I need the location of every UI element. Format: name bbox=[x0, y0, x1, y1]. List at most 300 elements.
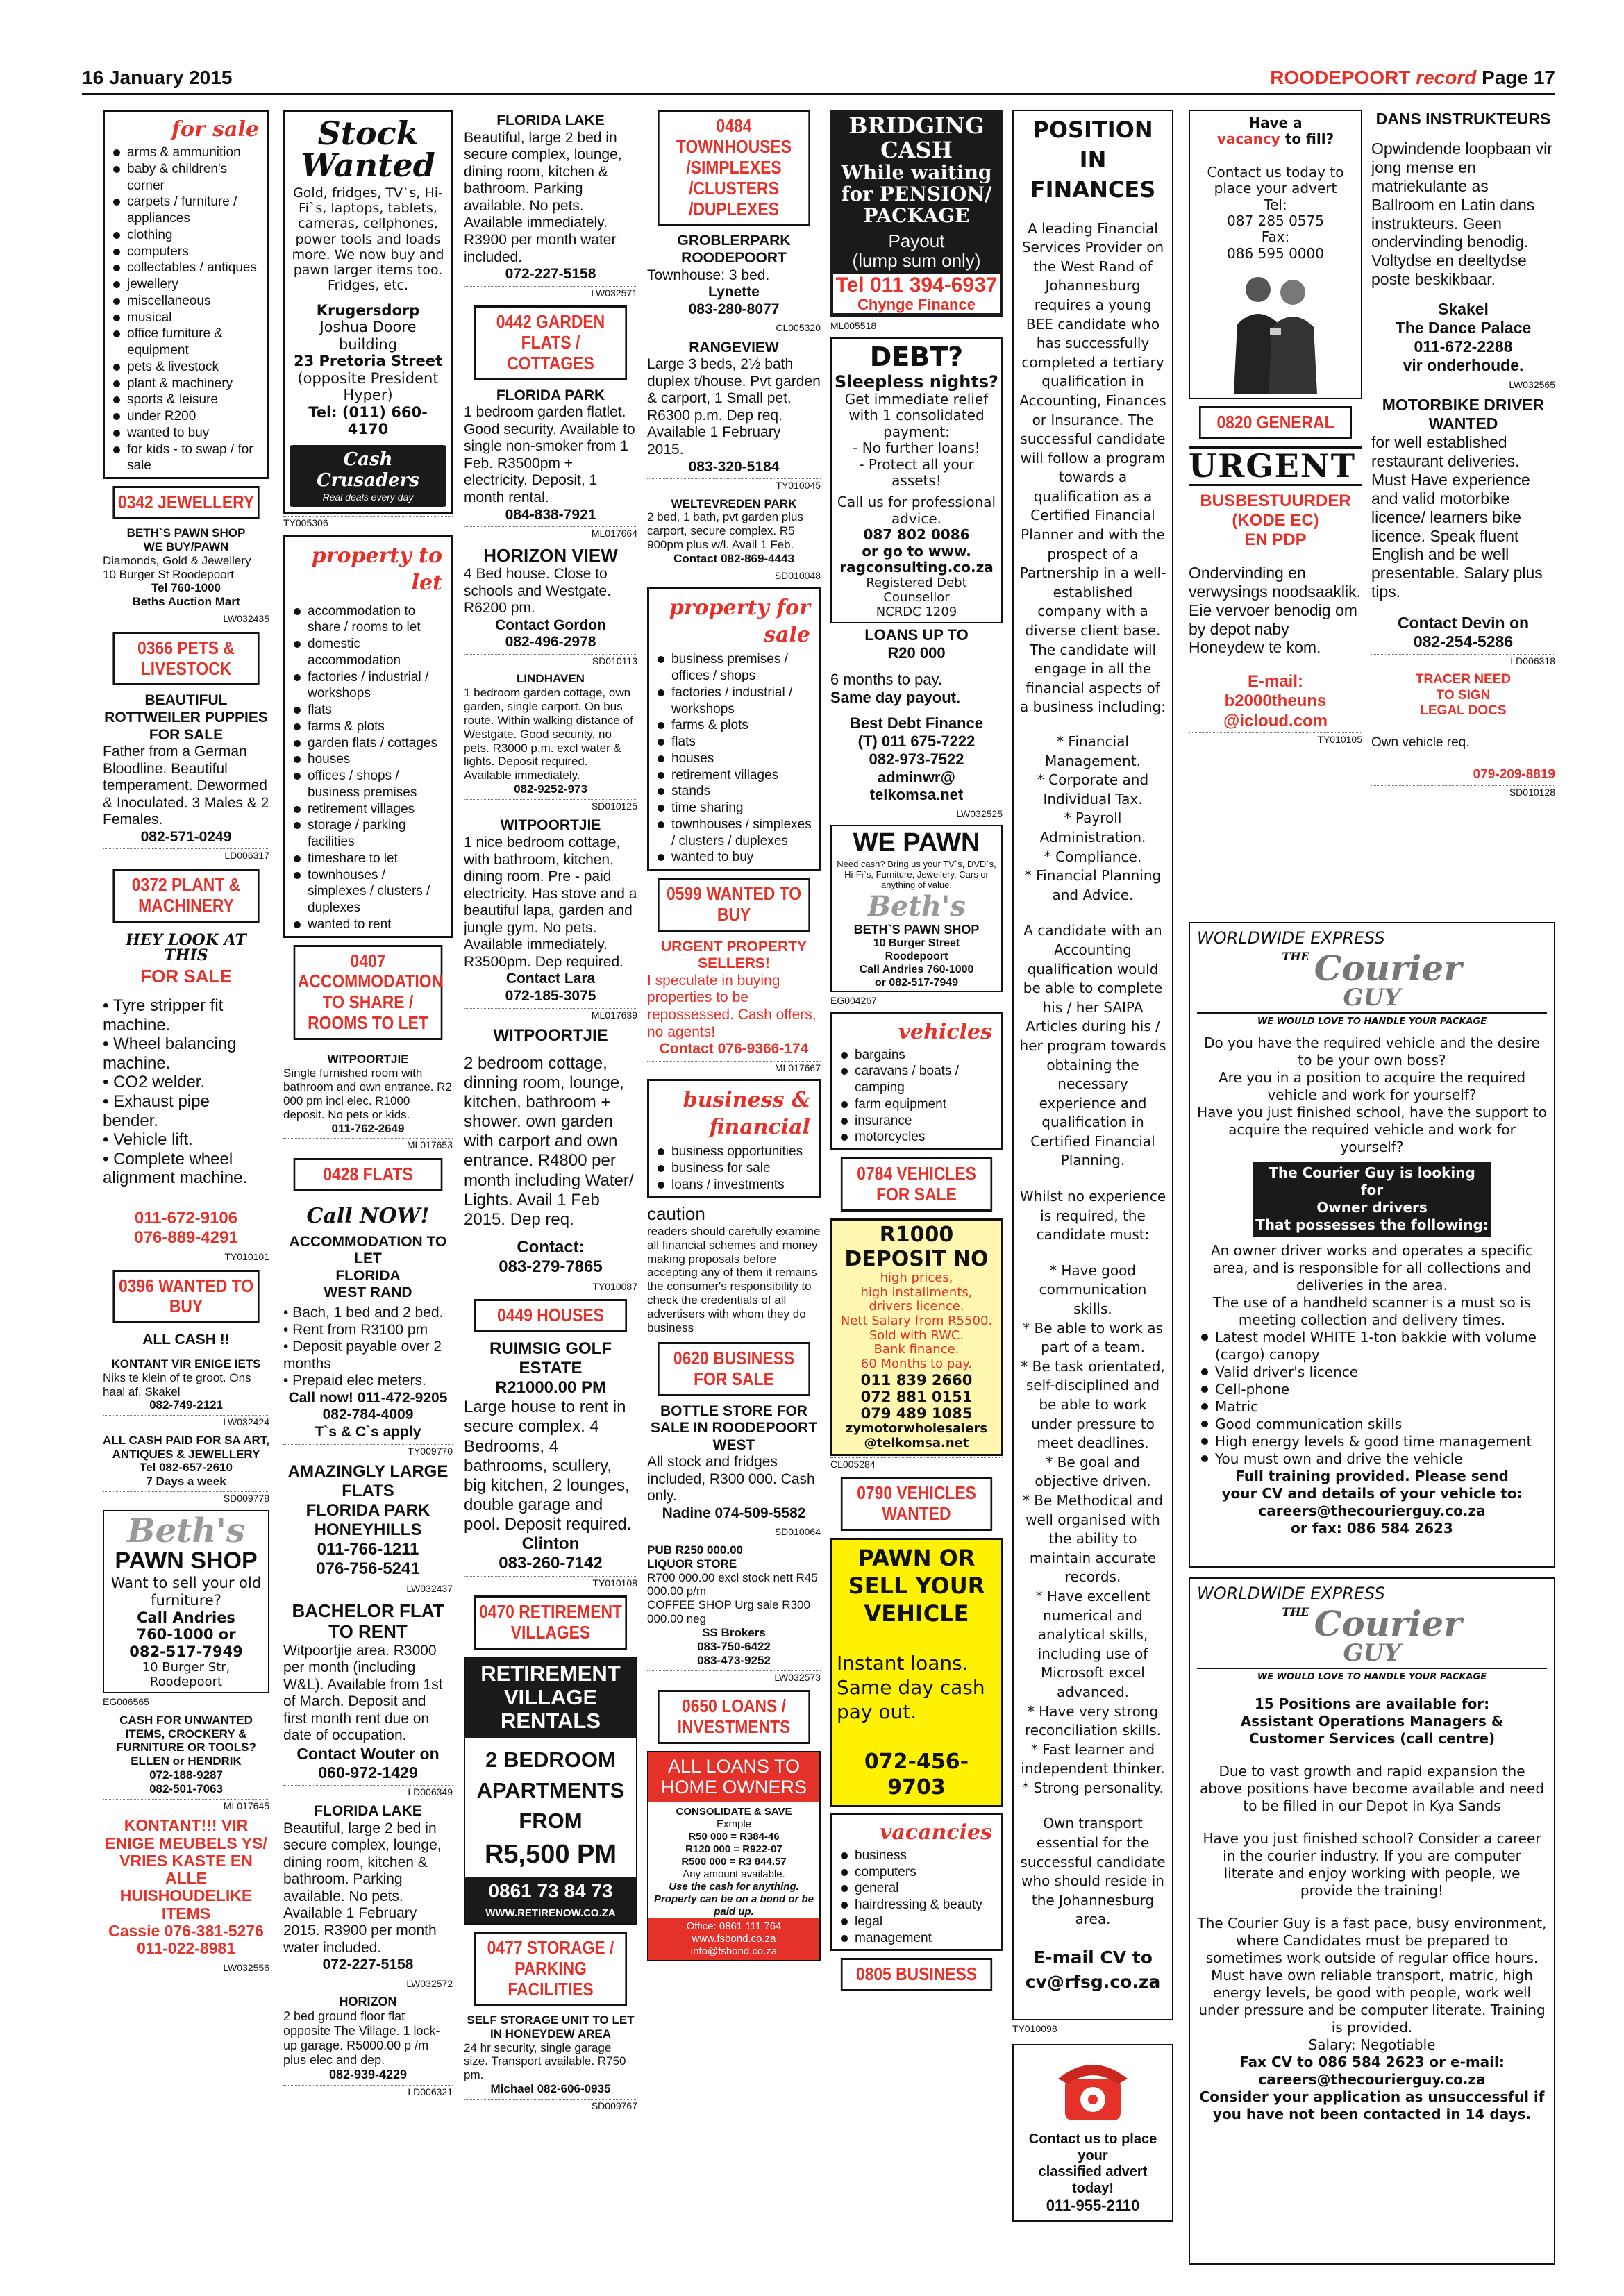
ad-line: • Vehicle lift. bbox=[103, 1130, 193, 1150]
vehicles-list bbox=[837, 1047, 996, 1146]
ad-phone: 083-473-9252 bbox=[697, 1653, 771, 1667]
ad-subtitle: While waiting for PENSION/ PACKAGE bbox=[841, 161, 992, 227]
ad-line: * Compliance. bbox=[1044, 848, 1142, 865]
ad-phone: 072-227-5158 bbox=[322, 1956, 414, 1973]
list-item: motorcycles bbox=[837, 1129, 996, 1146]
ad-witpoortjie-room bbox=[283, 1053, 453, 1135]
ad-title: KONTANT VIR ENIGE IETS bbox=[111, 1357, 261, 1371]
ad-text: Salary: Negotiable bbox=[1308, 2036, 1436, 2054]
category-garden-flats: 0442 GARDEN FLATS / COTTAGES bbox=[474, 305, 627, 380]
ad-title: BACHELOR FLAT TO RENT bbox=[292, 1600, 444, 1643]
ad-ref: TY010045 bbox=[647, 478, 821, 491]
ad-title: WITPOORTJIE bbox=[493, 1025, 608, 1045]
urgent-logo: URGENT bbox=[1189, 446, 1362, 486]
courier-requirements bbox=[1197, 1329, 1547, 1468]
category-vehicles-wanted: 0790 VEHICLES WANTED bbox=[841, 1477, 992, 1531]
ad-kontant bbox=[103, 1357, 269, 1413]
ad-line: • Bach, 1 bed and 2 bed. bbox=[283, 1305, 444, 1321]
ad-title: BOTTLE STORE FOR SALE IN ROODEPOORT WEST bbox=[650, 1402, 818, 1453]
vehicles-title: vehicles bbox=[898, 1019, 992, 1044]
ad-horizon-view bbox=[464, 545, 637, 651]
ad-text: Large house to rent in secure complex. 4 Bedrooms, 4 bathrooms, scullery, big kitchen, 2 lounges, double garage and pool. Deposit required. bbox=[464, 1398, 632, 1534]
ad-title: TRACER NEED bbox=[1415, 672, 1512, 687]
ad-text: Single furnished room with bathroom and own entrance. R2 000 pm incl elec. R1000 deposit. No pets or kids. bbox=[283, 1066, 452, 1121]
ad-text: Have you just finished school, have the support to acquire the required vehicle and work for yourself? bbox=[1197, 1104, 1547, 1156]
ad-line: * Payroll Administration. bbox=[1039, 810, 1146, 846]
ad-text: Own vehicle req. bbox=[1371, 735, 1470, 750]
ad-position-in-finances bbox=[1012, 110, 1173, 2020]
list-item: arms & ammunition bbox=[109, 144, 263, 161]
ad-area: FLORIDA PARK bbox=[305, 1501, 430, 1520]
ad-email: @telkomsa.net bbox=[864, 1435, 969, 1450]
ad-phone: Call now! 011-472-9205 bbox=[288, 1389, 448, 1406]
banner-line: That possesses the following: bbox=[1255, 1216, 1489, 1234]
column-3 bbox=[464, 110, 637, 2276]
ad-phone: 083-260-7142 bbox=[499, 1554, 603, 1573]
business-financial-list bbox=[653, 1143, 814, 1193]
ad-ref: SD010128 bbox=[1371, 785, 1555, 798]
ad-text: Due to vast growth and rapid expansion the above positions have become available and need to be filled in our Depot in Kya Sands bbox=[1199, 1763, 1545, 1815]
vacancies-list bbox=[837, 1847, 996, 1947]
courier-worldwide: WORLDWIDE EXPRESS bbox=[1197, 1584, 1385, 1603]
ad-phone: Tel 011 394-6937 bbox=[833, 274, 1000, 296]
logo-guy: GUY bbox=[1343, 1639, 1401, 1667]
ad-text: Beautiful, large 2 bed in secure complex, lounge, dining room, kitchen & bathroom. Parking available. No pets. Available 1 February 2015. R3900 per month water included. bbox=[283, 1820, 442, 1956]
page-masthead bbox=[1270, 67, 1555, 89]
list-item: plant & machinery bbox=[109, 376, 263, 392]
list-item: flats bbox=[290, 702, 446, 719]
ad-plant bbox=[103, 996, 269, 1247]
list-item: flats bbox=[653, 734, 814, 751]
ad-ref: TY005306 bbox=[283, 516, 453, 528]
ad-ruimsig bbox=[464, 1339, 637, 1573]
ad-text: Niks te klein of te groot. Ons haal af. Skakel bbox=[103, 1371, 251, 1398]
ad-title: PAWN SHOP bbox=[115, 1547, 258, 1574]
ad-text: Large 3 beds, 2½ bath duplex t/house. Pvt garden & carport, 1 Small pet. R6300 p.m. Dep req. Available 1 February 2015. bbox=[647, 356, 821, 458]
ad-text: classified advert today! bbox=[1038, 2164, 1148, 2196]
ad-beths-pawn bbox=[103, 526, 269, 609]
ad-phone: 083-280-8077 bbox=[688, 301, 780, 317]
ad-ref: EG004267 bbox=[830, 994, 1003, 1006]
category-retirement: 0470 RETIREMENT VILLAGES bbox=[474, 1595, 627, 1650]
ad-text: 6 months to pay. bbox=[830, 670, 943, 688]
ad-phone: Nadine 074-509-5582 bbox=[662, 1505, 806, 1521]
ad-title: WITPOORTJIE bbox=[500, 817, 601, 834]
ad-line: • Rent from R3100 pm bbox=[283, 1321, 428, 1338]
ad-all-cash-paid bbox=[103, 1434, 269, 1489]
ad-phone: 082-501-7063 bbox=[149, 1782, 223, 1796]
list-item: wanted to buy bbox=[109, 425, 263, 442]
ad-line: • CO2 welder. bbox=[103, 1073, 206, 1092]
ad-title: MOTORBIKE DRIVER WANTED bbox=[1382, 396, 1545, 433]
ad-text: 7 Days a week bbox=[146, 1475, 226, 1489]
list-item: Latest model WHITE 1-ton bakkie with volume (cargo) canopy bbox=[1197, 1329, 1547, 1364]
list-item: caravans / boats / camping bbox=[837, 1063, 996, 1096]
ad-line: R120 000 = R922-07 bbox=[685, 1843, 782, 1856]
ad-ref: CL005284 bbox=[830, 1457, 1003, 1470]
ad-contact: Contact Devin on bbox=[1397, 614, 1530, 632]
ad-email: @icloud.com bbox=[1223, 711, 1328, 730]
ad-phone: Contact 082-869-4443 bbox=[673, 552, 794, 566]
page-number: Page 17 bbox=[1482, 67, 1555, 88]
ad-phone: 072-188-9287 bbox=[149, 1768, 223, 1782]
list-item: High energy levels & good time management bbox=[1197, 1433, 1547, 1450]
ad-company: Chynge Finance bbox=[833, 296, 1000, 313]
ad-contact: ELLEN or HENDRIK bbox=[131, 1754, 242, 1768]
ad-text: high prices, bbox=[880, 1271, 953, 1285]
ad-phone: Office: 0861 111 764 bbox=[686, 1920, 782, 1933]
ad-title-line bbox=[1193, 131, 1358, 147]
ad-phone: 087 285 0575 bbox=[1227, 212, 1324, 229]
ad-tracer bbox=[1371, 672, 1555, 782]
ad-line: Exmple bbox=[716, 1818, 752, 1831]
ad-text: (lump sum only) bbox=[852, 250, 981, 271]
ad-email: careers@thecourierguy.co.za bbox=[1258, 2071, 1486, 2088]
ad-groblerpark bbox=[647, 233, 821, 318]
ad-beths-pawn-shop bbox=[103, 1510, 269, 1694]
ad-line: Any amount available. bbox=[683, 1868, 785, 1881]
ad-title: BEAUTIFUL ROTTWEILER PUPPIES FOR SALE bbox=[104, 692, 268, 743]
ad-phone: Tel: (011) 660-4170 bbox=[308, 403, 428, 438]
ad-text: All stock and fridges included, R300 000. Cash only. bbox=[647, 1454, 815, 1505]
list-item: You must own and drive the vehicle bbox=[1197, 1450, 1547, 1468]
ad-line: * Have good communication skills. bbox=[1039, 1262, 1147, 1318]
ad-list bbox=[1019, 732, 1166, 905]
list-item: bargains bbox=[837, 1047, 996, 1064]
ad-text: Bank finance. bbox=[873, 1342, 960, 1357]
ad-phone: 076-756-5241 bbox=[316, 1559, 420, 1579]
ad-title: Customer Services (call centre) bbox=[1248, 1730, 1496, 1748]
ad-note: T`s & C`s apply bbox=[315, 1423, 421, 1440]
column-7 bbox=[1189, 110, 1362, 915]
courier-guy-logo bbox=[1197, 1603, 1547, 1667]
ad-line: Property can be on a bond or be paid up. bbox=[653, 1893, 814, 1918]
cash-crusaders-logo bbox=[290, 445, 446, 507]
list-item: pets & livestock bbox=[109, 359, 263, 376]
ad-title: 15 Positions are available for: bbox=[1254, 1695, 1490, 1713]
business-people-icon bbox=[1220, 269, 1331, 394]
ad-title: R1000 DEPOSIT NO bbox=[844, 1223, 989, 1271]
paper-name-record: record bbox=[1416, 67, 1477, 88]
ad-courier-guy-drivers bbox=[1189, 922, 1555, 1568]
list-item: business bbox=[837, 1847, 996, 1864]
ad-phone: 082-254-5286 bbox=[1413, 632, 1514, 651]
ad-contact: Lynette bbox=[708, 284, 760, 301]
caution-notice bbox=[647, 1203, 821, 1334]
ad-line: R700 000.00 excl stock nett R45 000.00 p/m bbox=[647, 1570, 818, 1598]
banner-line: The Courier Guy is looking for bbox=[1269, 1164, 1475, 1199]
banner-line: Owner drivers bbox=[1316, 1199, 1428, 1216]
ad-text: A leading Financial Services Provider on the West Rand of Johannesburg requires a young BEE candidate who has successfully completed a tertiary qualification in Accounting, Finances or Insurance. The successful candidate will follow a program towards a qualification as a Certified Financial Planner and with the prospect of a Partnership in a well-established company with a diverse client base. The candidate will engage in all the financial aspects of a business including: bbox=[1019, 219, 1166, 716]
ad-title: AMAZINGLY LARGE FLATS bbox=[287, 1461, 449, 1500]
ad-ref: ML017639 bbox=[464, 1008, 637, 1021]
ad-phone: 082-571-0249 bbox=[140, 828, 232, 845]
ad-all-loans bbox=[647, 1751, 821, 1961]
list-item: accommodation to share / rooms to let bbox=[290, 603, 446, 637]
ad-bottle-store bbox=[647, 1403, 821, 1523]
ad-area: FLORIDA bbox=[335, 1267, 401, 1284]
ad-line: * Financial Planning and Advice. bbox=[1024, 867, 1162, 903]
ad-text: Witpoortjie area. R3000 per month (including W&L). Available from 1st of March. Deposit and first month rent due on date of occupation. bbox=[283, 1642, 443, 1744]
ad-ref: LD006318 bbox=[1371, 654, 1555, 667]
ad-text: Payout bbox=[888, 230, 945, 251]
ad-line: • Exhaust pipe bender. bbox=[103, 1091, 210, 1130]
ad-phone: 0861 73 84 73 bbox=[465, 1877, 636, 1906]
category-wanted: 0396 WANTED TO BUY bbox=[112, 1270, 259, 1324]
ad-title: RANGEVIEW bbox=[689, 339, 779, 355]
ad-title: WE PAWN bbox=[853, 828, 980, 858]
ad-title: FLORIDA LAKE bbox=[314, 1803, 422, 1820]
ad-line: PUB R250 000.00 bbox=[647, 1543, 743, 1557]
list-item: retirement villages bbox=[653, 767, 814, 784]
paper-name: ROODEPOORT bbox=[1270, 67, 1411, 88]
ad-text: Call us for professional advice. bbox=[837, 494, 996, 527]
ad-text: Same day payout. bbox=[830, 688, 961, 706]
ad-title: Assistant Operations Managers & bbox=[1240, 1713, 1504, 1730]
ad-line: CONSOLIDATE & SAVE bbox=[676, 1806, 792, 1818]
ad-phone: 083-279-7865 bbox=[499, 1257, 603, 1276]
ad-title: LEGAL DOCS bbox=[1420, 703, 1507, 718]
list-item: wanted to rent bbox=[290, 916, 446, 933]
ad-area: ROODEPOORT bbox=[681, 250, 787, 267]
list-item: for kids - to swap / for sale bbox=[109, 442, 263, 475]
list-item: miscellaneous bbox=[109, 293, 263, 310]
ad-text: Townhouse: 3 bed. bbox=[647, 267, 770, 283]
ad-title: BUSBESTUURDER bbox=[1200, 491, 1351, 510]
property-for-sale-list bbox=[653, 651, 814, 866]
ad-motorbike-driver bbox=[1371, 396, 1555, 651]
beths-logo: Beth's bbox=[867, 889, 966, 923]
ad-ref: LW032565 bbox=[1371, 378, 1555, 390]
ad-email: b2000theuns bbox=[1224, 692, 1327, 711]
ad-text: - No further loans! bbox=[853, 439, 980, 457]
ad-text: Nett Salary from R5500. bbox=[840, 1314, 993, 1329]
category-pets: 0366 PETS & LIVESTOCK bbox=[112, 632, 259, 686]
business-financial-title: business & financial bbox=[683, 1088, 810, 1140]
ad-phone: 087 802 0086 bbox=[863, 526, 970, 544]
list-item: business for sale bbox=[653, 1160, 814, 1177]
hey-look-logo: HEY LOOK AT THIS bbox=[126, 930, 246, 964]
list-item: hairdressing & beauty bbox=[837, 1897, 996, 1913]
ad-text: Gold, fridges, TV`s, Hi-Fi`s, laptops, tablets, cameras, cellphones, power tools and loads more. We now buy and pawn larger items too. Fridges, etc. bbox=[292, 185, 444, 294]
column-6 bbox=[1012, 110, 1173, 2276]
ad-address: 10 Burger Str, Roodepoort bbox=[142, 1660, 231, 1690]
ad-text: Fax: bbox=[1261, 228, 1290, 246]
ad-list-2 bbox=[1019, 1262, 1166, 1798]
ad-phone: 011-672-9106 bbox=[134, 1208, 238, 1227]
ad-phone: 082-749-2121 bbox=[149, 1398, 223, 1412]
ad-text: Are you in a position to acquire the required vehicle and work for yourself? bbox=[1218, 1069, 1526, 1104]
ad-line: * Corporate and Individual Tax. bbox=[1037, 771, 1149, 807]
ad-urgent-property bbox=[647, 939, 821, 1058]
logo-tagline: Real deals every day bbox=[322, 491, 414, 503]
ad-email: zymotorwholesalers bbox=[845, 1421, 988, 1436]
ad-title-highlight: vacancy bbox=[1216, 131, 1280, 148]
ad-line: Use the cash for anything. bbox=[669, 1881, 799, 1893]
list-item: legal bbox=[837, 1913, 996, 1930]
ad-ref: ML017667 bbox=[647, 1061, 821, 1073]
all-cash: ALL CASH !! bbox=[142, 1332, 230, 1348]
ad-text: The Courier Guy is a fast pace, busy environment, where Candidates must be prepared to sometimes work outside of regular office hours. Must have own reliable transport, matric, high energy levels, be good with people, work well under pressure and be computer literate. Training is provided. bbox=[1197, 1915, 1547, 2036]
ad-title: RUIMSIG GOLF ESTATE bbox=[489, 1339, 612, 1378]
ad-title: BETH`S PAWN SHOP bbox=[126, 526, 246, 539]
category-townhouses: 0484 TOWNHOUSES /SIMPLEXES /CLUSTERS /DUPLEXES bbox=[658, 110, 810, 226]
column-2 bbox=[283, 110, 453, 2276]
ad-title: Stock bbox=[317, 115, 419, 152]
ad-phone: 011-672-2288 bbox=[1414, 337, 1513, 355]
list-item: factories / industrial / workshops bbox=[653, 685, 814, 718]
ad-text: Need cash? Bring us your TV`s, DVD`s, Hi-Fi`s, Furniture, Jewellery, Cars or anything of value. bbox=[837, 858, 996, 891]
ad-ref: LW032424 bbox=[103, 1415, 269, 1427]
call-now-logo: Call NOW! bbox=[306, 1203, 430, 1228]
ad-florida-park bbox=[464, 387, 637, 524]
ad-bus-title bbox=[1189, 492, 1362, 550]
ad-email: careers@thecourierguy.co.za bbox=[1258, 1502, 1486, 1520]
ad-text: Own transport essential for the successful candidate who should reside in the Johannesburg area. bbox=[1020, 1815, 1166, 1928]
ad-text: Consider your application as unsuccessful if bbox=[1199, 2088, 1545, 2106]
ad-bus-text: Ondervinding en verwysings noodsaaklik. Eie vervoer benodig om by depot naby Honeydew te kom. bbox=[1189, 563, 1362, 657]
ad-title: SELL YOUR bbox=[848, 1572, 985, 1599]
ad-phone: 011 839 2660 bbox=[860, 1371, 973, 1389]
vacancies-index bbox=[830, 1813, 1003, 1952]
column-8 bbox=[1371, 110, 1555, 915]
ad-text: you have not been contacted in 14 days. bbox=[1212, 2106, 1532, 2123]
ad-line: • Prepaid elec meters. bbox=[283, 1373, 426, 1389]
ad-ref: TY010105 bbox=[1189, 732, 1362, 745]
plant-for-sale: FOR SALE bbox=[140, 965, 232, 987]
ad-line: * Strong personality. bbox=[1022, 1779, 1164, 1796]
ad-contact: Contact Gordon bbox=[495, 617, 606, 633]
ad-kontant-meubels bbox=[103, 1817, 269, 1957]
ad-ref: LW032571 bbox=[464, 286, 637, 299]
property-to-let-index bbox=[283, 535, 453, 938]
list-item: stands bbox=[653, 783, 814, 800]
ad-ref: LW032437 bbox=[283, 1582, 453, 1594]
ad-text: 1 bedroom garden flatlet. Good security. Available to single non-smoker from 1 Feb. R3500pm + electricity. Deposit, 1 month rental. bbox=[464, 404, 635, 506]
list-item: Good communication skills bbox=[1197, 1416, 1547, 1433]
ad-amazingly-large bbox=[283, 1462, 453, 1579]
ad-text: The use of a handheld scanner is a must so is meeting collection and delivery times. bbox=[1212, 1294, 1532, 1329]
ad-line: COFFEE SHOP Urg sale R300 000.00 neg bbox=[647, 1598, 810, 1626]
ad-text: I speculate in buying properties to be repossessed. Cash offers, no agents! bbox=[647, 972, 817, 1040]
ad-ref: LW032435 bbox=[103, 612, 269, 624]
ad-ref: LW032556 bbox=[103, 1961, 269, 1973]
ad-address: Krugersdorp bbox=[316, 301, 420, 319]
ad-email: info@fsbond.co.za bbox=[690, 1945, 778, 1958]
ad-contact: SS Brokers bbox=[702, 1626, 766, 1640]
property-to-let-title: property to let bbox=[311, 543, 442, 595]
ad-phone: 084-838-7921 bbox=[505, 506, 596, 523]
ad-text: Tel: bbox=[1264, 196, 1287, 213]
ad-address: Joshua Doore building bbox=[319, 319, 417, 353]
for-sale-index bbox=[103, 110, 269, 479]
ad-email: E-mail: bbox=[1247, 672, 1303, 692]
ad-phone: or 082-517-7949 bbox=[874, 976, 959, 989]
ad-ref: LW032525 bbox=[830, 807, 1003, 819]
ad-text: Contact us to place your bbox=[1028, 2131, 1157, 2163]
ad-fax: or fax: 086 584 2623 bbox=[1291, 1520, 1453, 1537]
ad-phone: 079-209-8819 bbox=[1473, 767, 1555, 782]
list-item: houses bbox=[290, 751, 446, 768]
ad-price: R5,500 PM bbox=[484, 1840, 617, 1870]
ad-pawn-or-sell bbox=[830, 1538, 1003, 1807]
ad-contact: Beths Auction Mart bbox=[132, 595, 240, 609]
ad-title: ALL LOANS TO HOME OWNERS bbox=[648, 1752, 819, 1802]
ad-text: your CV and details of your vehicle to: bbox=[1221, 1485, 1523, 1502]
ad-line: * Have excellent numerical and analytical skills, including use of Microsoft excel advanced. bbox=[1035, 1587, 1150, 1700]
caution-text: readers should carefully examine all financial schemes and money making proposals before accepting any of them it remains the consumer's responsibility to check the credentials of all advertisers with whom they do business bbox=[647, 1224, 821, 1334]
ad-accommodation-list bbox=[283, 1305, 453, 1441]
category-houses: 0449 HOUSES bbox=[474, 1299, 627, 1332]
ad-title: DANS INSTRUKTEURS bbox=[1375, 110, 1551, 128]
beths-logo: Beth's bbox=[127, 1511, 245, 1550]
courier-worldwide: WORLDWIDE EXPRESS bbox=[1197, 928, 1385, 948]
ad-title: LOANS UP TO bbox=[864, 626, 969, 644]
ad-ref: SD010048 bbox=[647, 569, 821, 581]
ad-phone: 082-496-2978 bbox=[505, 634, 596, 651]
ad-have-a-vacancy bbox=[1189, 110, 1362, 399]
ad-phone: 079 489 1085 bbox=[860, 1405, 973, 1423]
ad-line: * Have very strong reconciliation skills. bbox=[1024, 1702, 1162, 1739]
ad-line: * Be goal and objective driven. bbox=[1035, 1453, 1151, 1490]
ad-loans-r20000 bbox=[830, 626, 1003, 804]
ad-area: WEST RAND bbox=[324, 1284, 412, 1301]
list-item: insurance bbox=[837, 1113, 996, 1130]
ad-phone: 072 881 0151 bbox=[860, 1388, 973, 1405]
category-plant: 0372 PLANT & MACHINERY bbox=[112, 869, 259, 923]
ad-address: Roodepoort bbox=[885, 950, 948, 963]
ad-address: 23 Pretoria Street bbox=[293, 353, 443, 370]
ad-text: - Protect all your assets! bbox=[859, 455, 974, 489]
ad-title: HORIZON VIEW bbox=[483, 544, 618, 566]
for-sale-list bbox=[109, 144, 263, 474]
ad-text: Sold with RWC. bbox=[869, 1327, 964, 1343]
ad-self-storage bbox=[464, 2013, 637, 2096]
ad-title: WELTEVREDEN PARK bbox=[671, 496, 797, 510]
ad-courier-guy-positions bbox=[1189, 1577, 1555, 2265]
ad-ref: LW032573 bbox=[647, 1670, 821, 1683]
courier-tagline: WE WOULD LOVE TO HANDLE YOUR PACKAGE bbox=[1197, 1012, 1547, 1030]
ad-title: ALL CASH PAID FOR SA ART, ANTIQUES & JEWELLERY bbox=[103, 1433, 269, 1461]
ad-line: * Financial Management. bbox=[1044, 733, 1141, 769]
column-5 bbox=[830, 110, 1003, 2276]
ad-phone: 060-972-1429 bbox=[318, 1763, 418, 1782]
courier-guy-logo bbox=[1197, 948, 1547, 1012]
ad-address: 10 Burger Street bbox=[873, 937, 960, 950]
ad-title: VEHICLE bbox=[864, 1600, 969, 1627]
ad-title: URGENT PROPERTY SELLERS! bbox=[660, 938, 807, 972]
ad-phone: 072-185-3075 bbox=[505, 988, 596, 1005]
list-item: houses bbox=[653, 751, 814, 767]
ad-phone: 076-889-4291 bbox=[134, 1227, 238, 1247]
ad-rottweiler bbox=[103, 692, 269, 846]
ad-line: • Deposit payable over 2 months bbox=[283, 1339, 442, 1372]
ad-ref: SD009767 bbox=[464, 2099, 637, 2111]
ad-company: Best Debt Finance bbox=[850, 714, 983, 732]
ad-text: 2 BEDROOM bbox=[485, 1747, 616, 1772]
ad-address: (opposite President Hyper) bbox=[297, 369, 439, 404]
ad-horizon bbox=[283, 1995, 453, 2082]
ad-bus-email bbox=[1189, 672, 1362, 730]
ad-ref: SD010125 bbox=[464, 799, 637, 812]
ad-phone: Tel 760-1000 bbox=[151, 581, 221, 595]
logo-courier: Courier bbox=[1314, 1603, 1462, 1644]
ad-dans-instrukteurs bbox=[1371, 110, 1555, 375]
ad-text: Whilst no experience is required, the candidate must: bbox=[1019, 1188, 1166, 1243]
ad-phone: 011-022-8981 bbox=[137, 1939, 235, 1958]
ad-text: Father from a German Bloodline. Beautiful temperament. Dewormed & Inoculated. 3 Males & 2 Females. bbox=[103, 744, 269, 828]
ad-text: FROM bbox=[519, 1809, 583, 1834]
